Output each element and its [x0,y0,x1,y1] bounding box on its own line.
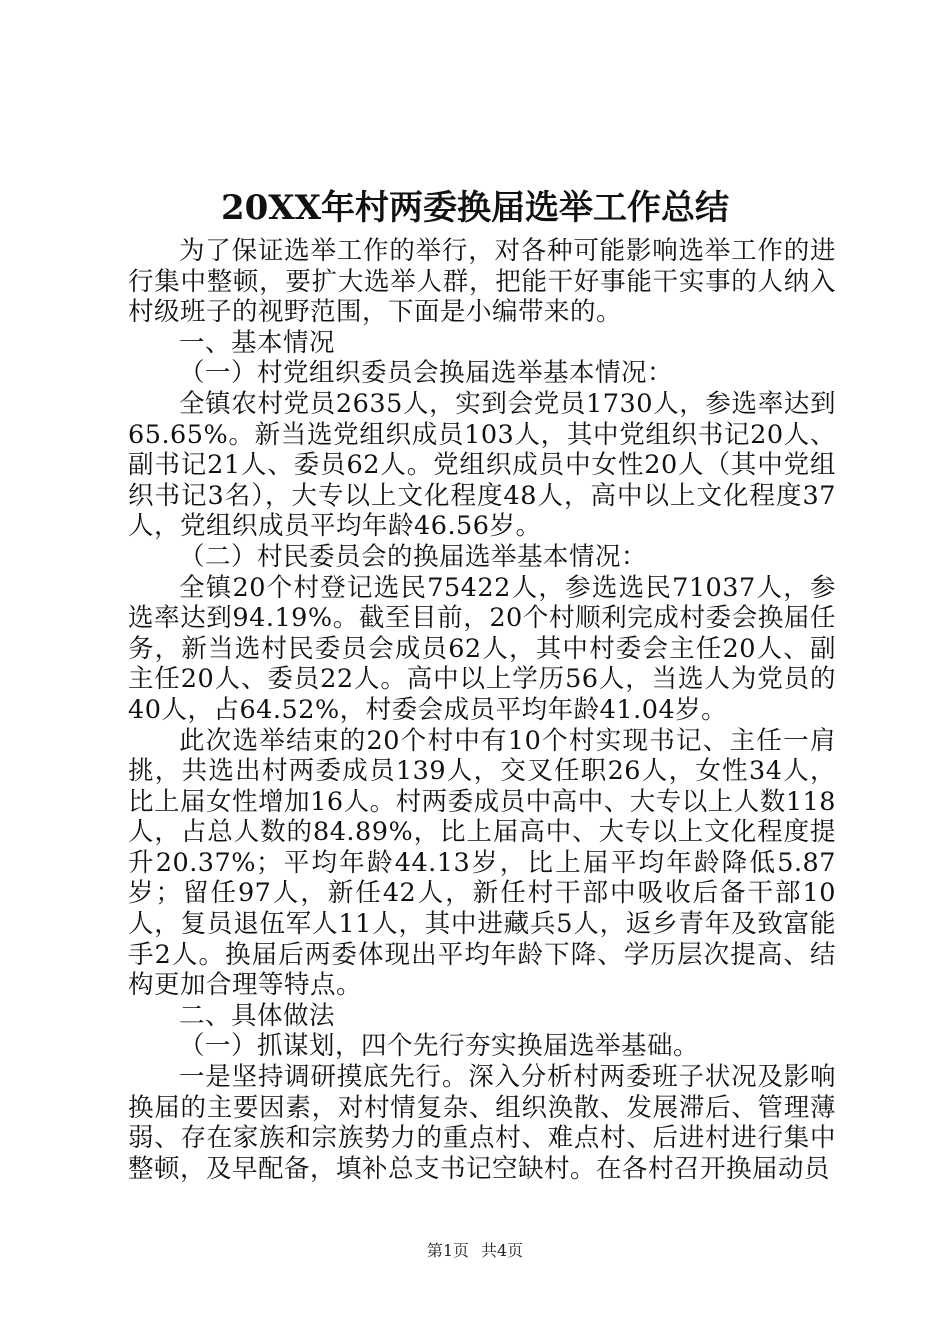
paragraph-intro: 为了保证选举工作的举行，对各种可能影响选举工作的进行集中整顿，要扩大选举人群，把能干好事能干实事的人纳入村级班子的视野范围，下面是小编带来的。 [128,236,836,328]
document-body [128,236,836,1184]
document-title: 20XX年村两委换届选举工作总结 [220,188,730,228]
subheading-villager-election: （二）村民委员会的换届选举基本情况： [179,541,648,572]
paragraph-villager-stats: 全镇20个村登记选民75422人，参选选民71037人，参选率达到94.19%。截至目前，20个村顺利完成村委会换届任务，新当选村民委员会成员62人，其中村委会主任20人、副主任20人、委员22人。高中以上学历56人，当选人为党员的40人，占64.52%，村委会成员平均年龄41.04岁。 [128,572,836,725]
page-total: 共4页 [481,1241,524,1260]
subheading-planning: （一）抓谋划，四个先行夯实换届选举基础。 [179,1031,700,1062]
page-number: 第1页 [426,1241,469,1260]
paragraph-research-first: 一是坚持调研摸底先行。深入分析村两委班子状况及影响换届的主要因素，对村情复杂、组织涣散、发展滞后、管理薄弱、存在家族和宗族势力的重点村、难点村、后进村进行集中整顿，及早配备，填补总支书记空缺村。在各村召开换届动员 [128,1062,836,1184]
paragraph-overall-results: 此次选举结束的20个村中有10个村实现书记、主任一肩挑，共选出村两委成员139人，交叉任职26人，女性34人，比上届女性增加16人。村两委成员中高中、大专以上人数118人，占总人数的84.89%，比上届高中、大专以上文化程度提升20.37%；平均年龄44.13岁，比上届平均年龄降低5.87岁；留任97人，新任42人，新任村干部中吸收后备干部10人，复员退伍军人11人，其中进藏兵5人，返乡青年及致富能手2人。换届后两委体现出平均年龄下降、学历层次提高、结构更加合理等特点。 [128,725,836,1001]
page-footer [0,1238,950,1261]
subheading-party-election: （一）村党组织委员会换届选举基本情况： [179,358,674,389]
paragraph-party-stats: 全镇农村党员2635人，实到会党员1730人，参选率达到65.65%。新当选党组织成员103人，其中党组织书记20人、副书记21人、委员62人。党组织成员中女性20人（其中党组织书记3名），大专以上文化程度48人，高中以上文化程度37人，党组织成员平均年龄46.56岁。 [128,388,836,542]
heading-basic-situation: 一、基本情况 [179,327,336,358]
heading-specific-practices: 二、具体做法 [179,1000,336,1031]
